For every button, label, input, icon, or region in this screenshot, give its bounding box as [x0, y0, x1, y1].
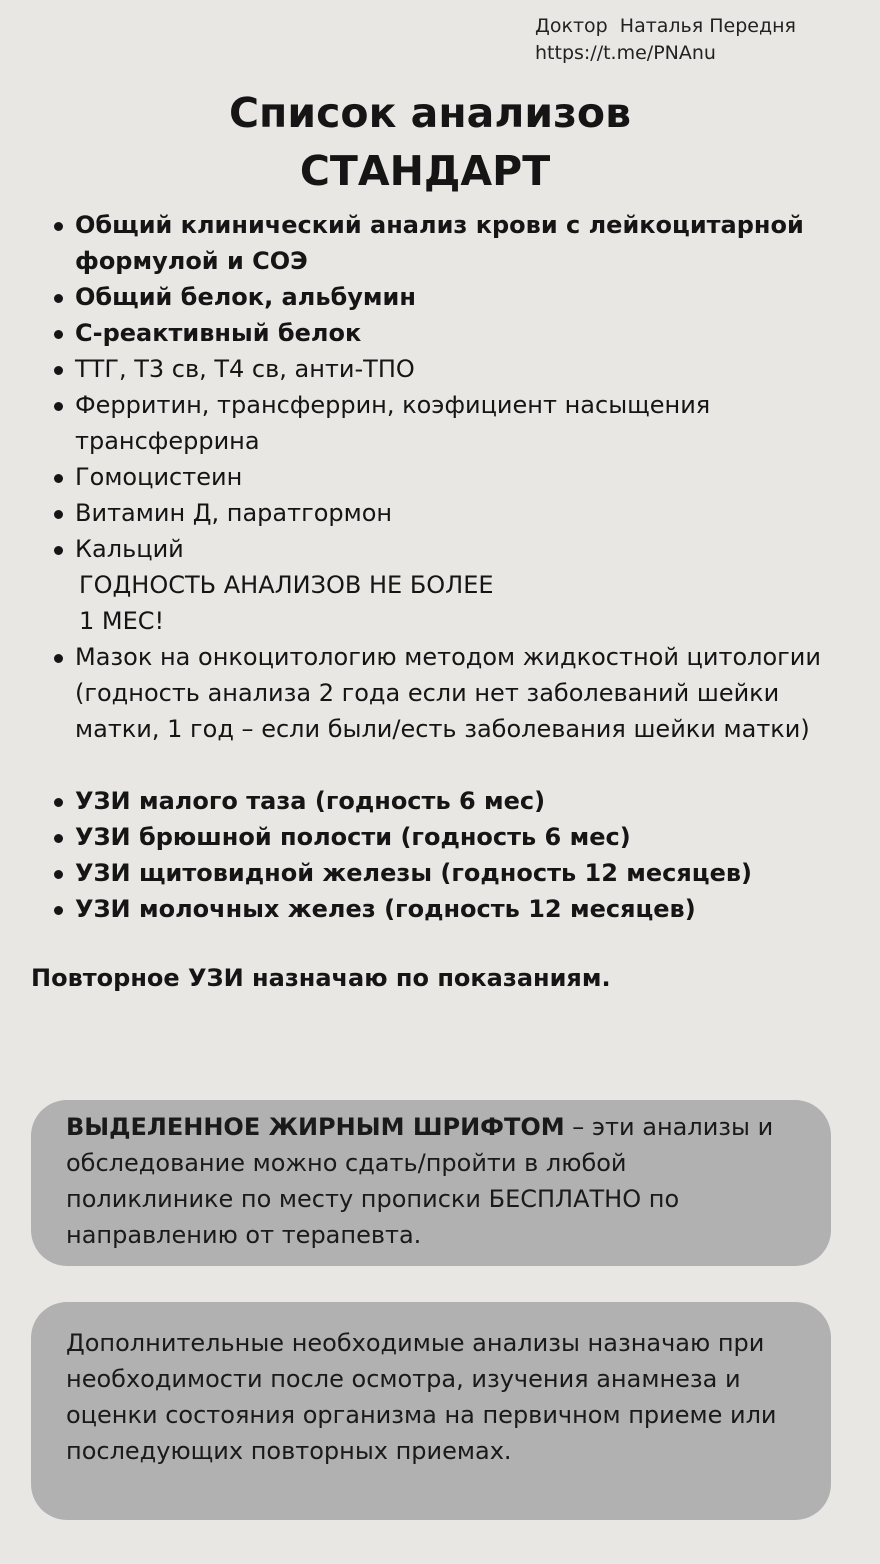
additional-tests-info-box	[31, 1302, 831, 1520]
list-item-vitamin-d: Витамин Д, паратгормон	[48, 495, 848, 531]
page-title: Список анализов	[228, 89, 632, 137]
list-spacer	[48, 747, 848, 783]
list-item-crp: С-реактивный белок	[48, 315, 848, 351]
tests-list	[48, 207, 848, 927]
author-name: Доктор Наталья Передня	[535, 15, 796, 37]
list-item-us-pelvis: УЗИ малого таза (годность 6 мес)	[48, 783, 848, 819]
author-telegram-link[interactable]: https://t.me/PNAnu	[535, 42, 716, 64]
list-item-cbc: Общий клинический анализ крови с лейкоцитарной формулой и СОЭ	[48, 207, 848, 279]
list-item-calcium: Кальций	[48, 531, 848, 567]
list-item-us-breast: УЗИ молочных желез (годность 12 месяцев)	[48, 891, 848, 927]
author-signature	[535, 13, 796, 67]
additional-tests-text: Дополнительные необходимые анализы назначаю при необходимости после осмотра, изучения анамнеза и оценки состояния организма на первичном приеме или последующих повторных приемах.	[66, 1329, 777, 1465]
list-item-protein: Общий белок, альбумин	[48, 279, 848, 315]
page-subtitle: СТАНДАРТ	[299, 147, 551, 195]
list-item-smear: Мазок на онкоцитологию методом жидкостной цитологии (годность анализа 2 года если нет заболеваний шейки матки, 1 год – если были/есть заболевания шейки матки)	[48, 639, 848, 747]
free-tests-bold-label: ВЫДЕЛЕННОЕ ЖИРНЫМ ШРИФТОМ	[66, 1113, 565, 1141]
list-item-us-thyroid: УЗИ щитовидной железы (годность 12 месяцев)	[48, 855, 848, 891]
free-tests-info-box	[31, 1100, 831, 1266]
list-item-homocysteine: Гомоцистеин	[48, 459, 848, 495]
list-item-thyroid-hormones: ТТГ, Т3 св, Т4 св, анти-ТПО	[48, 351, 848, 387]
free-tests-text: – эти анализы и обследование можно сдать/пройти в любой поликлинике по месту прописки БЕСПЛАТНО по направлению от терапевта.	[66, 1113, 774, 1249]
validity-note: ГОДНОСТЬ АНАЛИЗОВ НЕ БОЛЕЕ 1 МЕС!	[79, 571, 494, 635]
list-item-ferritin: Ферритин, трансферрин, коэфициент насыщения трансферрина	[48, 387, 848, 459]
list-item-us-abdomen: УЗИ брюшной полости (годность 6 мес)	[48, 819, 848, 855]
closing-note: Повторное УЗИ назначаю по показаниям.	[31, 964, 611, 992]
